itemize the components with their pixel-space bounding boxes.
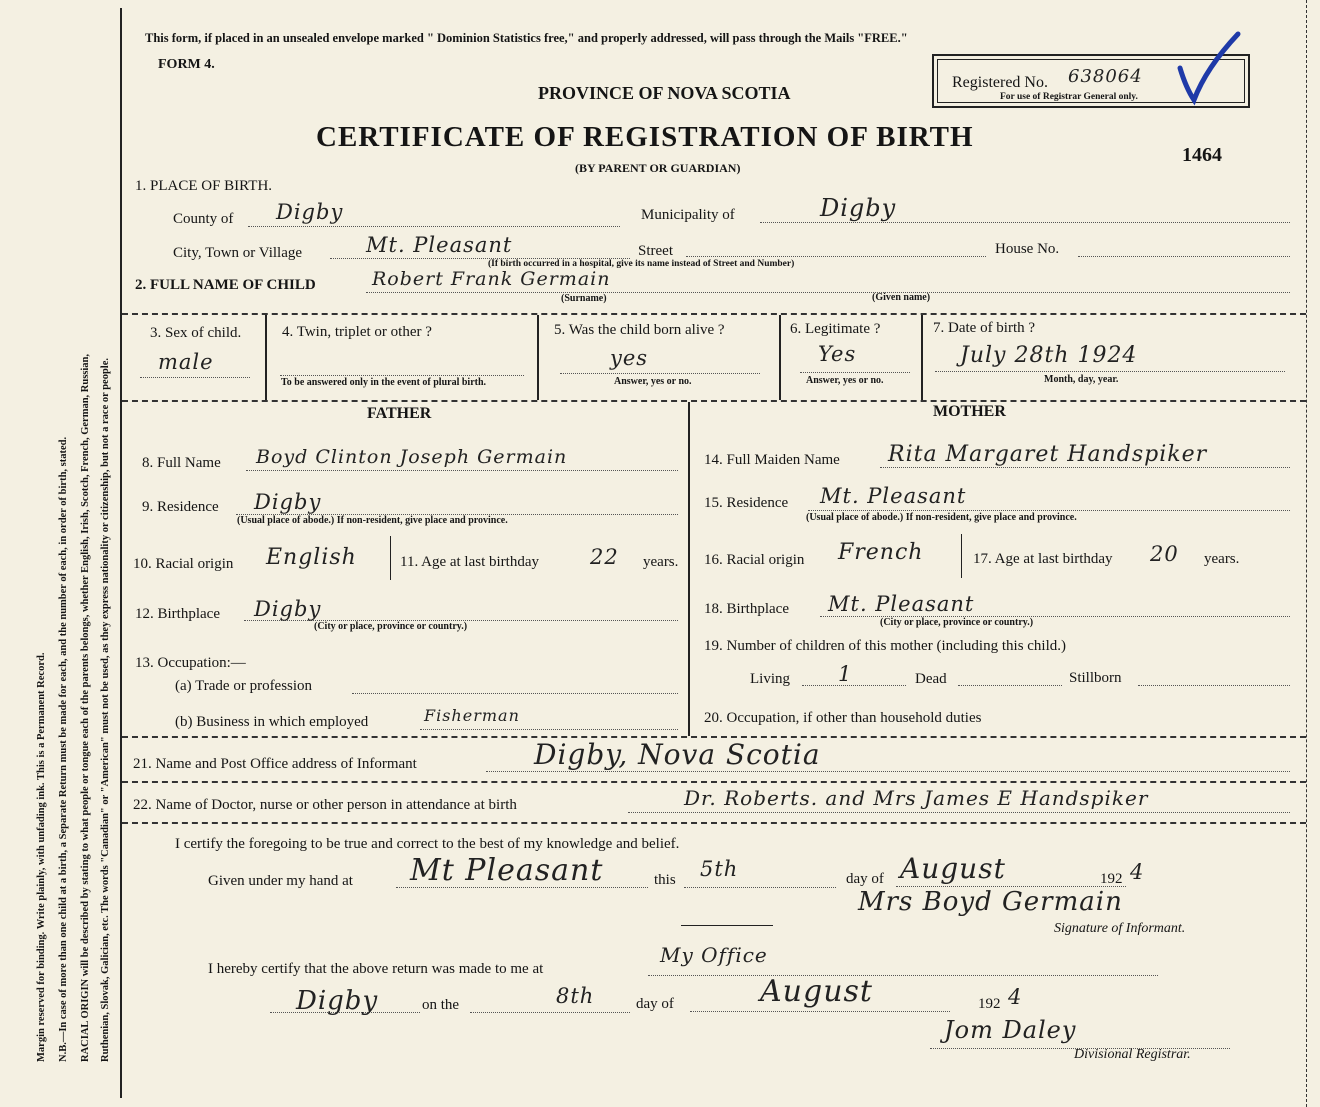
registered-number: 638064 (1068, 66, 1143, 87)
city-value: Mt. Pleasant (366, 233, 513, 257)
mother-occupation-label: 20. Occupation, if other than household duties (704, 710, 982, 726)
mother-years: years. (1204, 551, 1240, 567)
informant-address-label: 21. Name and Post Office address of Informant (133, 756, 417, 772)
mother-residence-note: (Usual place of abode.) If non-resident, give place and province. (806, 512, 1077, 523)
father-residence-note: (Usual place of abode.) If non-resident, give place and province. (237, 515, 508, 526)
municipality-label: Municipality of (641, 207, 735, 223)
father-age-label: 11. Age at last birthday (400, 554, 539, 570)
alive-label: 5. Was the child born alive ? (554, 322, 725, 338)
father-years: years. (643, 554, 679, 570)
legitimate-label: 6. Legitimate ? (790, 321, 881, 337)
right-perforation (1306, 0, 1307, 1107)
province-heading: PROVINCE OF NOVA SCOTIA (538, 83, 791, 103)
registrar-note: For use of Registrar General only. (1000, 92, 1138, 102)
mother-age-value: 20 (1150, 542, 1179, 566)
municipality-value: Digby (820, 194, 897, 222)
certify-text: I certify the foregoing to be true and correct to the best of my knowledge and belief. (175, 836, 680, 852)
mother-racial-value: French (838, 540, 924, 565)
mail-notice: This form, if placed in an unsealed envelope marked " Dominion Statistics free," and properly addressed, will pass through the Mails "FREE." (145, 31, 908, 45)
margin-rule (120, 8, 122, 1098)
father-birthplace-value: Digby (254, 597, 322, 621)
registrar-day-value: 8th (556, 984, 595, 1008)
children-count-label: 19. Number of children of this mother (including this child.) (704, 638, 1067, 654)
county-value: Digby (276, 200, 344, 224)
sex-label: 3. Sex of child. (150, 325, 242, 341)
place-of-birth-label: 1. PLACE OF BIRTH. (135, 178, 273, 194)
father-racial-label: 10. Racial origin (133, 556, 234, 572)
mother-racial-label: 16. Racial origin (704, 552, 805, 568)
return-place-value: My Office (660, 943, 768, 967)
legitimate-value: Yes (818, 342, 857, 366)
informant-signature: Mrs Boyd Germain (858, 887, 1123, 917)
registered-label: Registered No. (952, 74, 1048, 91)
corner-number: 1464 (1182, 144, 1222, 166)
given-place-value: Mt Pleasant (410, 853, 604, 888)
child-name-label: 2. FULL NAME OF CHILD (135, 277, 316, 293)
father-name-label: 8. Full Name (142, 455, 221, 471)
registrar-day-of-label: day of (636, 996, 674, 1012)
registrar-year-printed: 192 (978, 996, 1001, 1012)
house-no-label: House No. (995, 241, 1060, 257)
form-number: FORM 4. (158, 57, 215, 72)
twin-label: 4. Twin, triplet or other ? (282, 324, 432, 340)
legitimate-note: Answer, yes or no. (806, 375, 884, 386)
father-residence-value: Digby (254, 490, 322, 514)
surname-note: (Surname) (561, 293, 607, 304)
sex-value: male (158, 350, 214, 374)
registrar-year-digit: 4 (1008, 985, 1023, 1009)
this-label: this (654, 872, 676, 888)
signature-label: Signature of Informant. (1054, 921, 1186, 936)
living-label: Living (750, 671, 790, 687)
father-racial-value: English (266, 545, 357, 570)
year-printed: 192 (1100, 871, 1123, 887)
county-label: County of (173, 211, 234, 227)
registrar-label: Divisional Registrar. (1074, 1047, 1191, 1062)
margin-note-3: RACIAL ORIGIN will be described by stating to what people or tongue each of the parents belongs, whether English, Irish, Scotch, French, German, Russian, (80, 353, 91, 1062)
occupation-label: 13. Occupation:— (135, 655, 246, 671)
father-birthplace-label: 12. Birthplace (135, 606, 220, 622)
doctor-label: 22. Name of Doctor, nurse or other person in attendance at birth (133, 797, 517, 813)
mother-birthplace-value: Mt. Pleasant (828, 592, 975, 616)
return-text: I hereby certify that the above return was made to me at (208, 961, 544, 977)
on-the-label: on the (422, 997, 460, 1013)
trade-label: (a) Trade or profession (175, 678, 313, 694)
father-name-value: Boyd Clinton Joseph Germain (256, 446, 568, 468)
father-heading: FATHER (367, 405, 432, 422)
child-name-value: Robert Frank Germain (372, 268, 611, 290)
registrar-signature: Jom Daley (944, 1016, 1077, 1044)
dead-label: Dead (915, 671, 947, 687)
alive-note: Answer, yes or no. (614, 376, 692, 387)
page-subtitle: (BY PARENT OR GUARDIAN) (575, 161, 741, 175)
margin-note-4: Ruthenian, Slovak, Galician, etc. The words "Canadian" or "American" must not be used, as they express nationality or citizenship, but not a race or people. (100, 357, 111, 1062)
mother-name-label: 14. Full Maiden Name (704, 452, 840, 468)
living-value: 1 (838, 662, 853, 686)
registrar-town-value: Digby (296, 986, 379, 1016)
dob-label: 7. Date of birth ? (933, 320, 1036, 336)
father-age-value: 22 (590, 545, 619, 569)
mother-heading: MOTHER (933, 403, 1006, 420)
registrar-month-value: August (760, 974, 873, 1009)
hospital-note: (If birth occurred in a hospital, give its name instead of Street and Number) (488, 259, 795, 269)
page-title: CERTIFICATE OF REGISTRATION OF BIRTH (316, 121, 974, 153)
mother-age-label: 17. Age at last birthday (973, 551, 1113, 567)
twin-note: To be answered only in the event of plural birth. (281, 377, 487, 388)
margin-note-1: Margin reserved for binding. Write plainly, with unfading ink. This is a Permanent Record. (36, 652, 47, 1062)
informant-address-value: Digby, Nova Scotia (534, 738, 821, 771)
margin-note-2: N.B.—In case of more than one child at a birth, a Separate Return must be made for each, and the number of each, in order of birth, stated. (58, 436, 69, 1062)
dob-note: Month, day, year. (1044, 374, 1119, 385)
father-birthplace-note: (City or place, province or country.) (314, 621, 468, 632)
mother-name-value: Rita Margaret Handspiker (888, 442, 1208, 467)
mother-birthplace-note: (City or place, province or country.) (880, 617, 1034, 628)
mother-residence-value: Mt. Pleasant (820, 484, 967, 508)
city-label: City, Town or Village (173, 245, 303, 261)
this-day-value: 5th (700, 857, 739, 881)
given-name-note: (Given name) (872, 292, 931, 303)
stillborn-label: Stillborn (1069, 670, 1122, 686)
month-value: August (900, 852, 1006, 885)
dob-value: July 28th 1924 (960, 343, 1138, 368)
business-label: (b) Business in which employed (175, 714, 369, 730)
street-label: Street (638, 243, 673, 259)
day-of-label: day of (846, 871, 884, 887)
business-value: Fisherman (424, 706, 520, 725)
doctor-value: Dr. Roberts. and Mrs James E Handspiker (684, 786, 1149, 810)
year-digit: 4 (1130, 860, 1145, 884)
given-label: Given under my hand at (208, 873, 353, 889)
mother-birthplace-label: 18. Birthplace (704, 601, 789, 617)
mother-residence-label: 15. Residence (704, 495, 789, 511)
check-mark-icon (1176, 28, 1246, 106)
father-residence-label: 9. Residence (142, 499, 219, 515)
alive-value: yes (610, 346, 649, 370)
